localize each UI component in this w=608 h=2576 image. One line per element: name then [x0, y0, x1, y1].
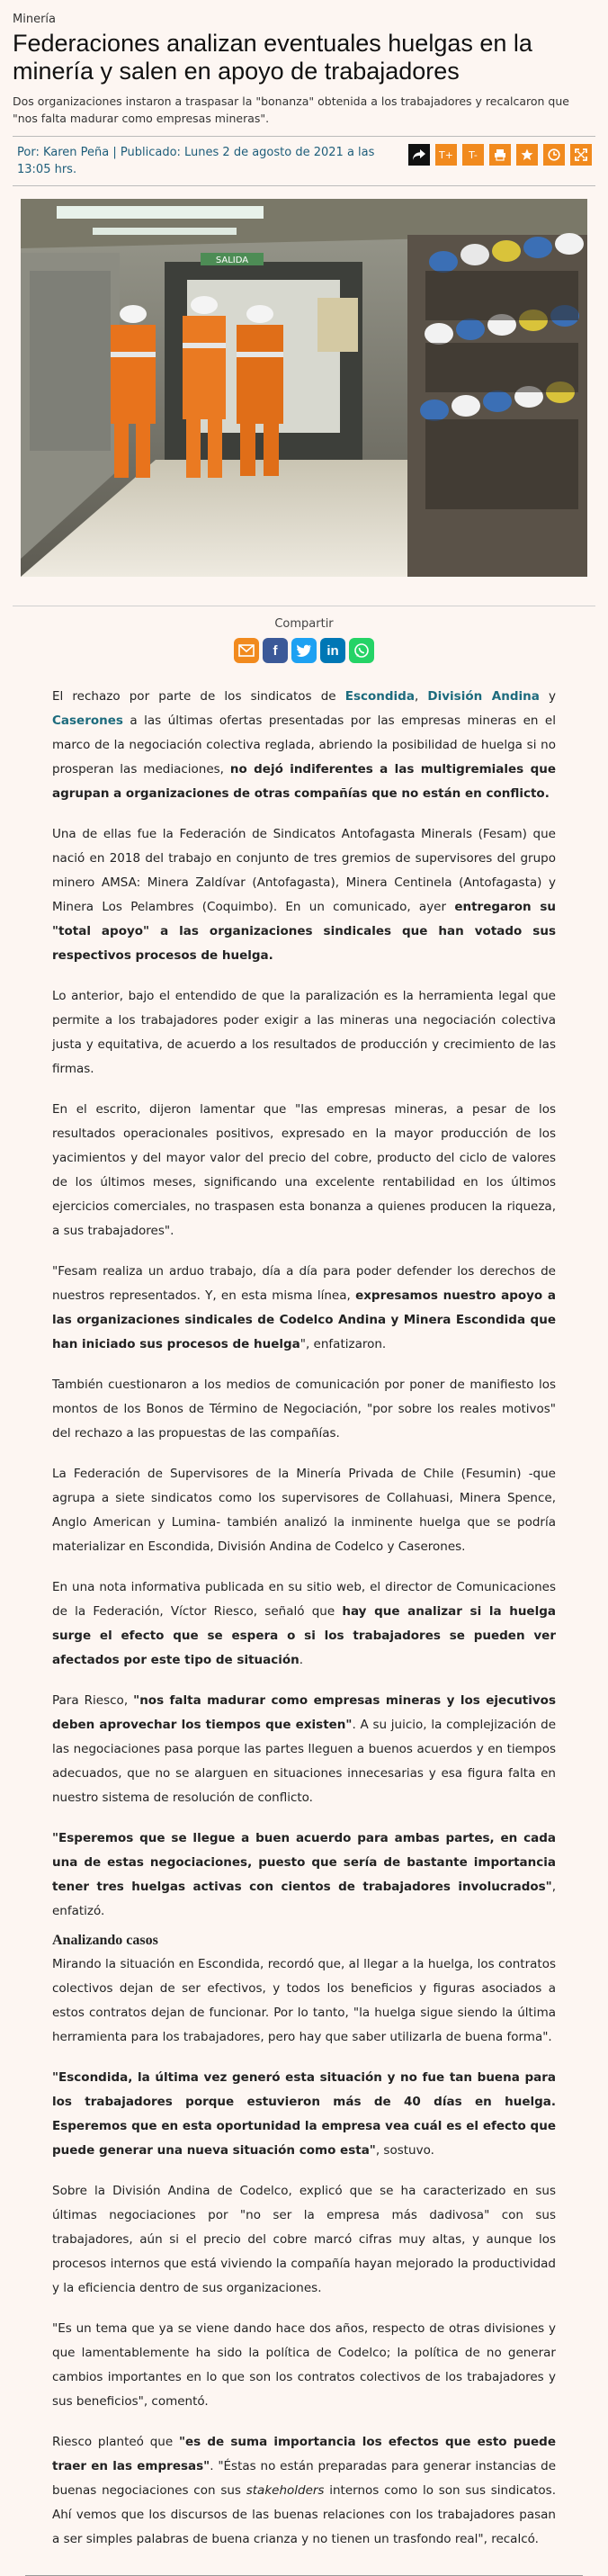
paragraph: También cuestionaron a los medios de comunicación por poner de manifiesto los montos de los Bonos de Término de Negociación, "por sobre los reales motivos" del rechazo a las propuestas de las compañías.: [52, 1378, 556, 1441]
email-icon[interactable]: [234, 638, 259, 663]
paragraph: Lo anterior, bajo el entendido de que la paralización es la herramienta legal que permite a los trabajadores poder exigir a las mineras una negociación colectiva justa y equitativa, de acuerdo a los resultados de producción y crecimiento de las firmas.: [52, 989, 556, 1076]
share-arrow-icon[interactable]: [408, 144, 430, 166]
article-body: [13, 685, 595, 2552]
section-label[interactable]: Minería: [13, 13, 56, 26]
paragraph: Una de ellas fue la Federación de Sindicatos Antofagasta Minerals (Fesam) que nació en 2018 del trabajo en conjunto de tres gremios de supervisores del grupo minero AMSA: Minera Zaldívar (Antofagasta), Minera Centinela (Antofagasta) y Minera Los Pelambres (Coquimbo). En un comunicado, ayer entregaron su "total apoyo" a las organizaciones sindicales que han votado sus respectivos procesos de huelga.: [52, 827, 556, 963]
article-toolbar: [408, 144, 592, 166]
expand-icon[interactable]: [570, 144, 592, 166]
article-photo: [21, 199, 587, 577]
font-decrease-button[interactable]: T-: [462, 144, 484, 166]
byline: Por: Karen Peña | Publicado: Lunes 2 de agosto de 2021 a las 13:05 hrs.: [17, 146, 375, 176]
paragraph: "Escondida, la última vez generó esta situación y no fue tan buena para los trabajadores porque estuvieron más de 40 días en huelga. Esperemos que en esta oportunidad la empresa vea cuál es el efecto que puede generar una nueva situación como esta", sostuvo.: [52, 2070, 556, 2158]
twitter-icon[interactable]: [291, 638, 317, 663]
link-caserones[interactable]: Caserones: [52, 714, 123, 728]
exit-sign-text: SALIDA: [215, 256, 249, 265]
star-icon[interactable]: [516, 144, 538, 166]
paragraph: "Esperemos que se llegue a buen acuerdo para ambas partes, en cada una de estas negociaciones, puesto que sería de bastante importancia tener tres huelgas activas con cientos de trabajadores involucrados", enfatizó.: [52, 1831, 556, 1918]
whatsapp-icon[interactable]: [349, 638, 374, 663]
facebook-icon[interactable]: f: [263, 638, 288, 663]
paragraph: Riesco planteó que "es de suma importancia los efectos que esto puede traer en las empresas". "Éstas no están preparadas para generar instancias de buenas negociaciones con sus stakeholders internos como lo son sus sindicatos. Ahí vemos que los discursos de las buenas relaciones con los trabajadores pasan a ser simples palabras de buena crianza y no tienen un trasfondo real", recalcó.: [52, 2435, 557, 2546]
link-escondida[interactable]: Escondida: [344, 689, 415, 704]
paragraph: En una nota informativa publicada en su sitio web, el director de Comunicaciones de la Federación, Víctor Riesco, señaló que hay que analizar si la huelga surge el efecto que se espera o si los trabajadores se pueden ver afectados por este tipo de situación.: [52, 1580, 556, 1667]
paragraph: Mirando la situación en Escondida, recordó que, al llegar a la huelga, los contratos colectivos dejan de ser efectivos, y todos los beneficios y figuras asociados a estos contratos dejan de funcionar. Por lo tanto, "la huelga sigue siendo la última herramienta para los trabajadores, pero hay que saber utilizarla de buena forma".: [52, 1957, 556, 2044]
paragraph: En el escrito, dijeron lamentar que "las empresas mineras, a pesar de los resultados operacionales positivos, expresado en la mayor producción de los yacimientos y del mayor valor del precio del cobre, producto del ciclo de valores de los últimos meses, significando una excelente rentabilidad en los últimos ejercicios comerciales, no traspasen esta bonanza a quienes producen la riqueza, a sus trabajadores".: [52, 1102, 556, 1238]
article-lead: Dos organizaciones instaron a traspasar la "bonanza" obtenida a los trabajadores y recalcaron que "nos falta madurar como empresas mineras".: [13, 94, 569, 125]
share-icons: [13, 638, 595, 663]
subheading: Analizando casos: [52, 1933, 158, 1948]
page-title: Federaciones analizan eventuales huelgas en la minería y salen en apoyo de trabajadores: [13, 30, 532, 85]
print-icon[interactable]: [489, 144, 511, 166]
link-division-andina[interactable]: División Andina: [427, 689, 540, 704]
byline-bar: [13, 136, 595, 186]
paragraph: "Fesam realiza un arduo trabajo, día a día para poder defender los derechos de nuestros representados. Y, en esta misma línea, expresamos nuestro apoyo a las organizaciones sindicales de Codelco Andina y Minera Escondida que han iniciado sus procesos de huelga", enfatizaron.: [52, 1264, 556, 1351]
font-increase-button[interactable]: T+: [435, 144, 457, 166]
paragraph: La Federación de Supervisores de la Minería Privada de Chile (Fesumin) -que agrupa a siete sindicatos como los supervisores de Collahuasi, Minera Spence, Anglo American y Lumina- también analizó la inminente huelga que se podría materializar en Escondida, División Andina de Codelco y Caserones.: [52, 1467, 556, 1554]
paragraph: "Es un tema que ya se viene dando hace dos años, respecto de otras divisiones y que lamentablemente ha sido la política de Codelco; la política de no generar cambios importantes en lo que son los contratos colectivos de los trabajadores y sus beneficios", comentó.: [52, 2321, 556, 2409]
paragraph: Para Riesco, "nos falta madurar como empresas mineras y los ejecutivos deben aprovechar los tiempos que existen". A su juicio, la complejización de las negociaciones pasa porque las partes lleguen a buenos acuerdos y en tiempos adecuados, que no se alarguen en situaciones innecesarias y esa figura falta en nuestro sistema de resolución de conflicto.: [52, 1693, 557, 1805]
share-block: [13, 606, 595, 663]
paragraph: El rechazo por parte de los sindicatos de Escondida, División Andina y Caserones a las últimas ofertas presentadas por las empresas mineras en el marco de la negociación colectiva reglada, abriendo la posibilidad de huelga si no prosperan las mediaciones, no dejó indiferentes a las multigremiales que agrupan a organizaciones de otras compañías que no están en conflicto.: [52, 689, 557, 801]
linkedin-icon[interactable]: in: [320, 638, 345, 663]
clock-icon[interactable]: [543, 144, 565, 166]
share-label: Compartir: [274, 617, 334, 631]
paragraph: Sobre la División Andina de Codelco, explicó que se ha caracterizado en sus últimas negociaciones por "no ser la empresa más dadivosa" con sus trabajadores, aún si el precio del cobre marcó cifras muy altas, y aunque los procesos internos que está viviendo la compañía hayan mejorado la productividad y la eficiencia dentro de sus organizaciones.: [52, 2184, 556, 2295]
